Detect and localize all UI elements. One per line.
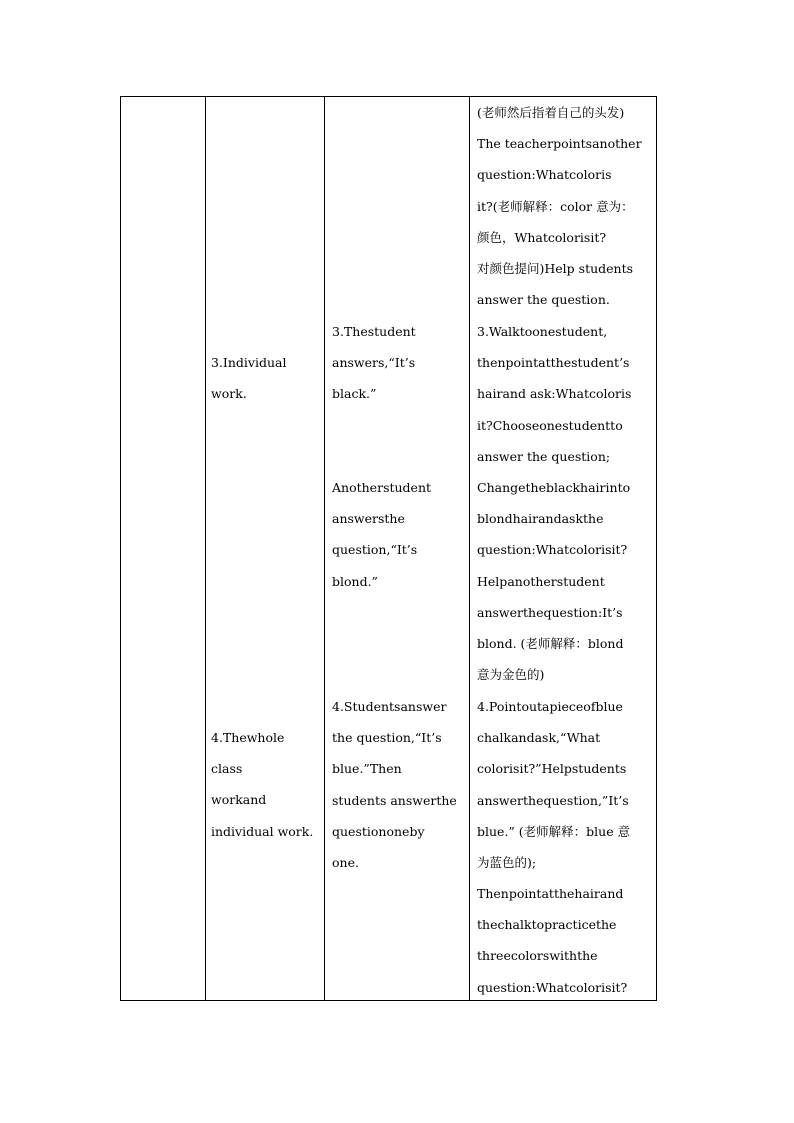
text-line: answersthe [332, 511, 405, 527]
text-line: answers,“It’s [332, 355, 416, 371]
teacher-activity-column [477, 97, 649, 1000]
text-line: it?(老师解释：color 意为： [477, 198, 634, 214]
text-line: question:Whatcolorisit? [477, 979, 628, 995]
text-line: question:Whatcoloris [477, 167, 612, 183]
text-line: colorisit?”Helpstudents [477, 761, 627, 777]
column-divider-1 [205, 97, 206, 1000]
text-line: Helpanotherstudent [477, 573, 605, 589]
text-word: whole [246, 730, 285, 745]
text-line: blue.”Then [332, 761, 402, 777]
text-word: work [211, 792, 243, 808]
text-line: Anotherstudent [332, 480, 432, 495]
step3b-student-cell [332, 472, 460, 597]
text-line: The teacherpointsanother [477, 136, 642, 152]
column-divider-2 [324, 97, 325, 1000]
text-line: class [211, 761, 243, 777]
text-line: 4.Pointoutapieceofblue [477, 699, 623, 714]
text-line: 颜色，Whatcolorisit? [477, 229, 607, 245]
text-line: 3.Thestudent [332, 324, 416, 339]
text-word: and [242, 792, 267, 808]
text-line: questiononeby [332, 823, 425, 839]
lesson-table [120, 96, 657, 1001]
text-line: 3.Walktoonestudent, [477, 324, 608, 339]
text-line: question:Whatcolorisit? [477, 542, 628, 558]
text-line: blond.” [332, 573, 378, 589]
text-line: threecolorswiththe [477, 948, 598, 964]
text-line: individual work. [211, 823, 314, 839]
text-line: (老师然后指着自己的头发) [477, 105, 625, 120]
text-line: blond. (老师解释：blond [477, 636, 624, 652]
text-line: one. [332, 855, 359, 871]
step4-teacher-cell [477, 691, 649, 878]
text-line: 4.Studentsanswer [332, 699, 447, 714]
text-line: answerthequestion:It’s [477, 604, 623, 620]
text-line: 为蓝色的); [477, 855, 537, 871]
step3-student-cell [332, 316, 460, 410]
text-line: black.” [332, 386, 377, 402]
text-line: answer the question. [477, 292, 610, 308]
intro-teacher-cell [477, 97, 649, 315]
text-line: 3.Individual [211, 355, 287, 370]
column-divider-3 [469, 97, 470, 1000]
teaching-form-column [211, 97, 323, 1000]
step4b-teacher-cell [477, 878, 649, 1003]
text-line [211, 722, 323, 753]
step4-student-cell [332, 691, 460, 878]
step3b-teacher-cell [477, 472, 649, 690]
text-line: Thenpointatthehairand [477, 886, 624, 901]
text-line [211, 784, 323, 815]
step4-form-cell [211, 722, 323, 847]
text-line: it?Chooseonestudentto [477, 417, 623, 433]
text-line: work. [211, 386, 247, 402]
text-line: 对颜色提问)Help students [477, 261, 634, 277]
text-line: Changetheblackhairinto [477, 480, 631, 495]
text-line: blondhairandaskthe [477, 511, 604, 527]
text-line: blue.” (老师解释：blue 意 [477, 823, 631, 839]
text-line: answerthequestion,”It’s [477, 792, 629, 808]
text-line: answer the question; [477, 448, 611, 464]
text-line: thechalktopracticethe [477, 917, 617, 933]
text-line: students answerthe [332, 792, 457, 808]
text-line: question,“It’s [332, 542, 418, 558]
text-line: hairand ask:Whatcoloris [477, 386, 632, 402]
text-line: the question,“It’s [332, 730, 442, 746]
step3-teacher-cell [477, 316, 649, 472]
text-line: 意为金色的) [477, 667, 545, 683]
student-activity-column [332, 97, 460, 1000]
text-line: thenpointatthestudent’s [477, 355, 630, 371]
text-line: chalkandask,“What [477, 730, 601, 746]
step3-form-cell [211, 347, 323, 409]
text-word: 4.The [211, 730, 247, 745]
